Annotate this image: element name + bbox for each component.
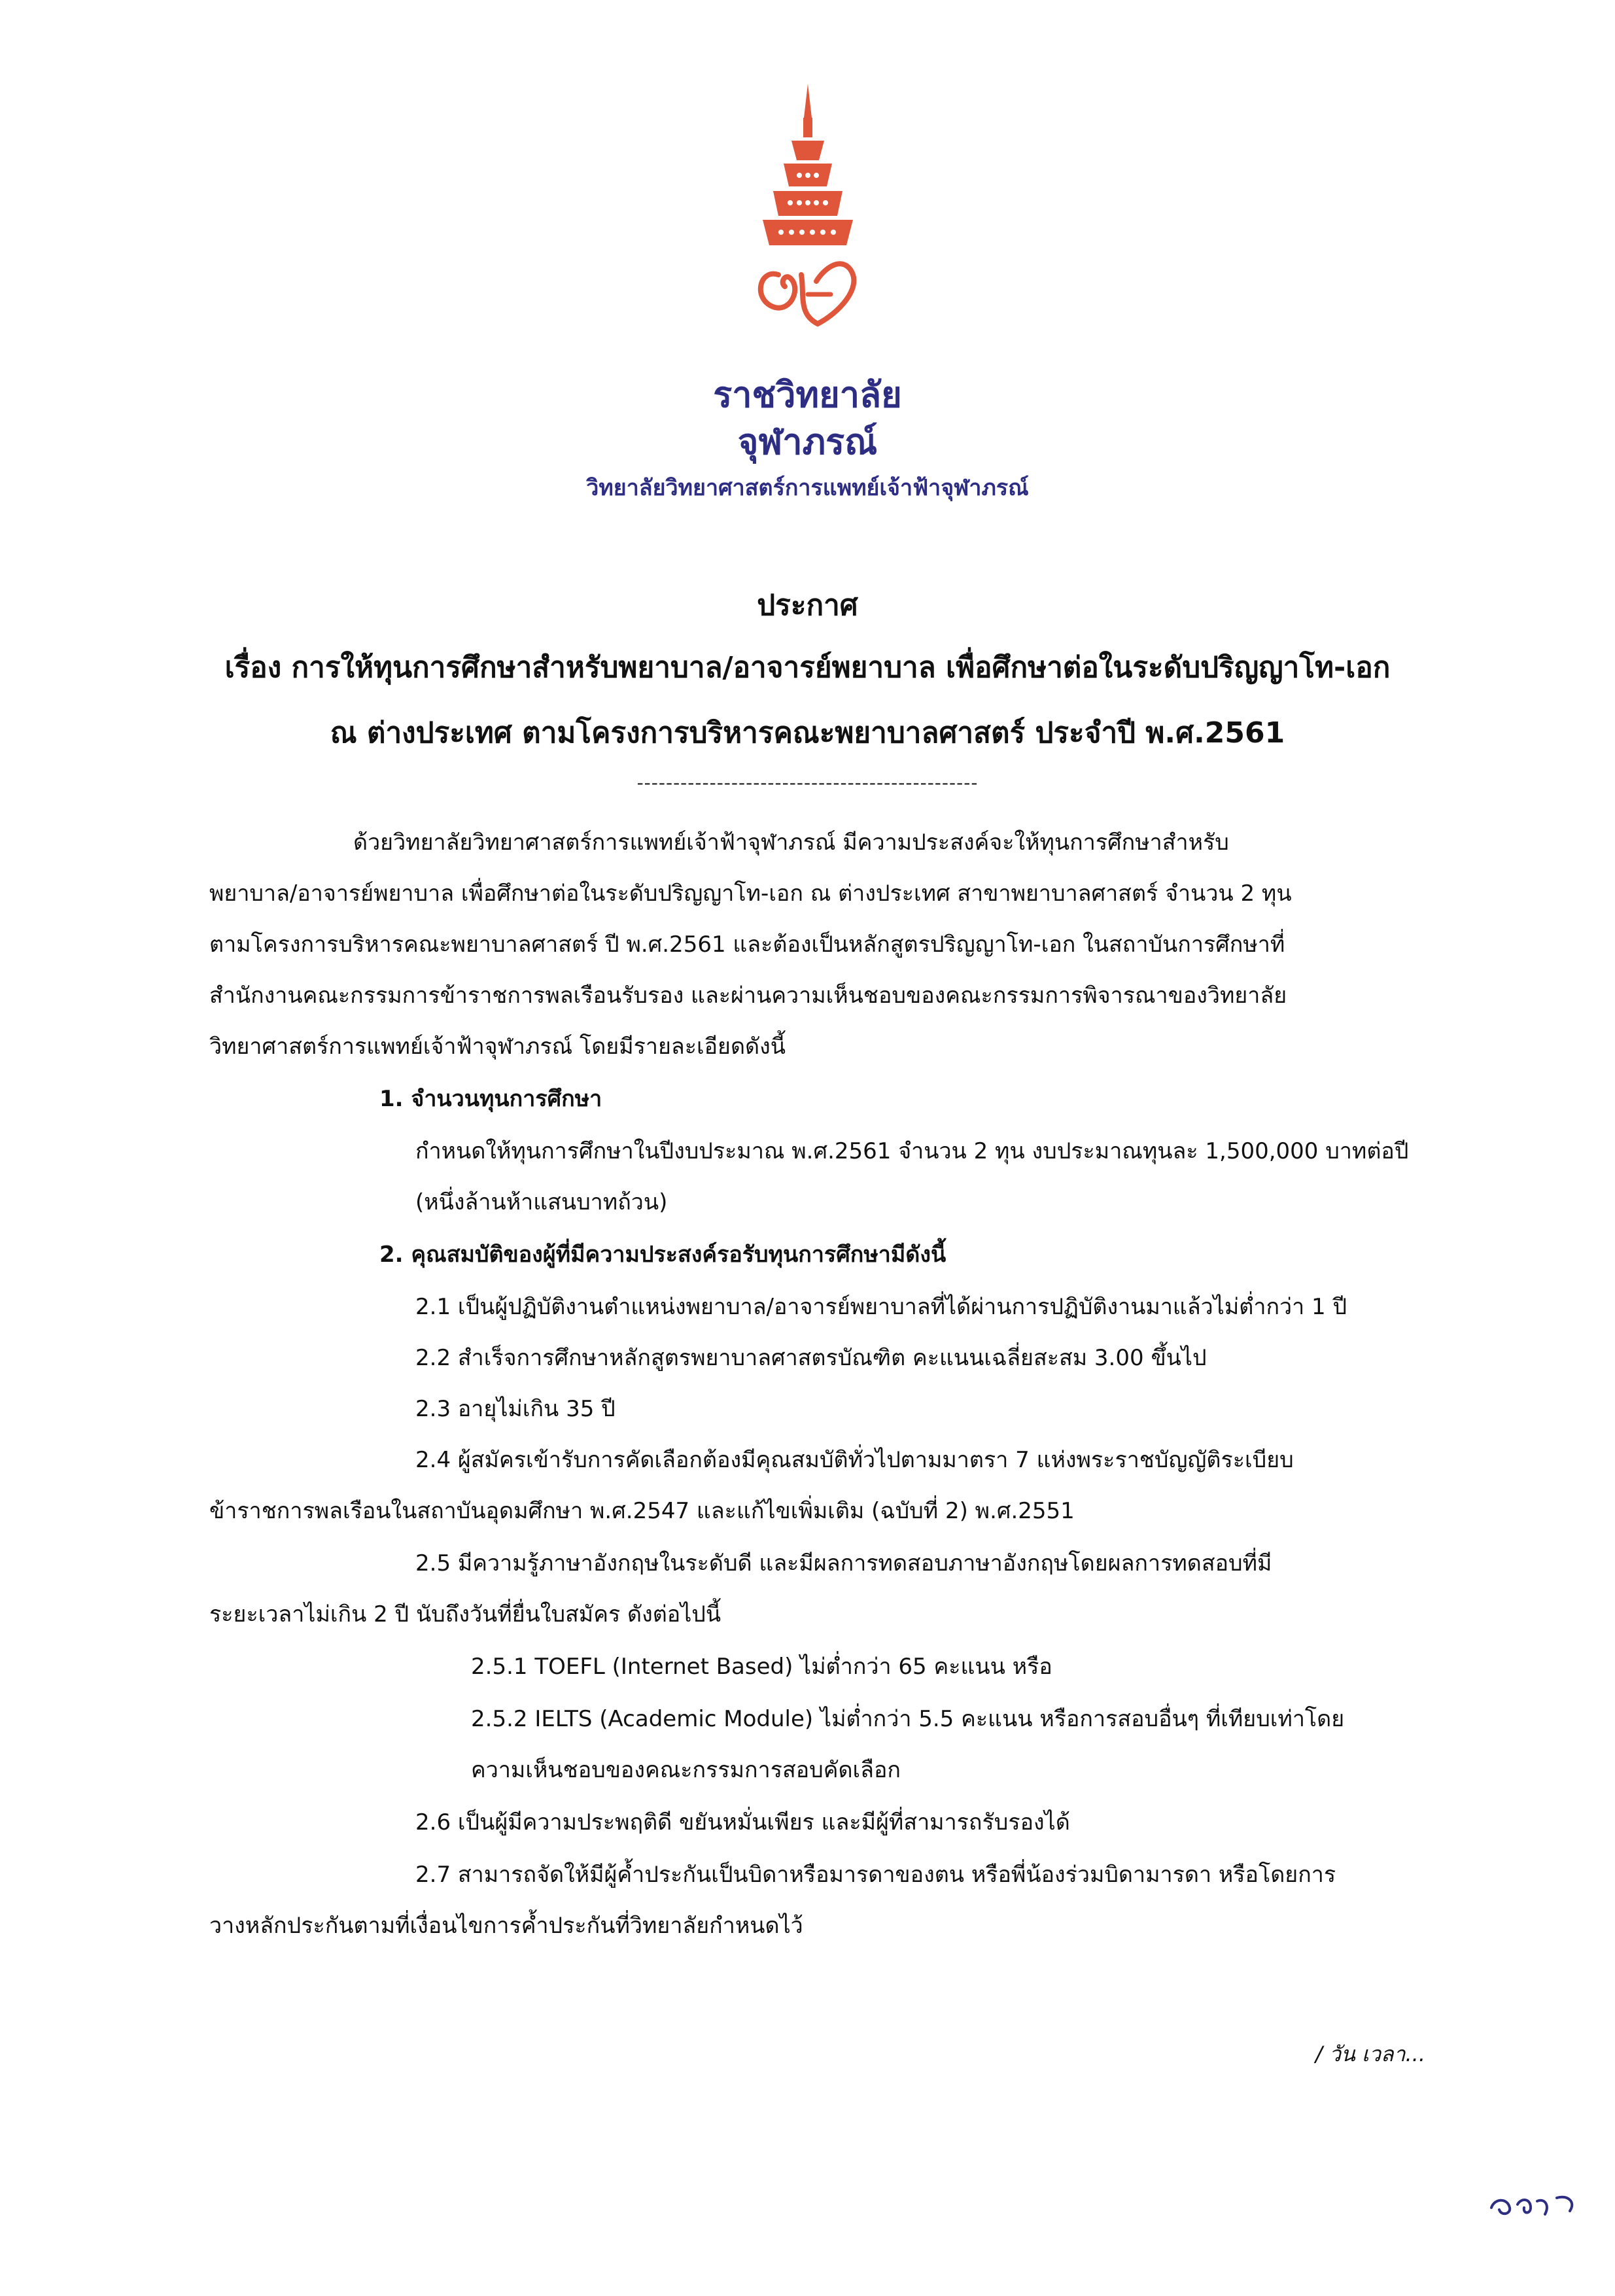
item-2-7-cont: วางหลักประกันตามที่เงื่อนไขการค้ำประกันที่วิทยาลัยกำหนดไว้ xyxy=(209,1913,803,1939)
item-2-5-1: 2.5.1 TOEFL (Internet Based) ไม่ต่ำกว่า 65 คะแนน หรือ xyxy=(471,1654,1052,1680)
item-2-5-cont: ระยะเวลาไม่เกิน 2 ปี นับถึงวันที่ยื่นใบสมัคร ดังต่อไปนี้ xyxy=(209,1601,721,1627)
item-2-5-2-cont: ความเห็นชอบของคณะกรรมการสอบคัดเลือก xyxy=(471,1757,901,1783)
brand-name-line2: จุฬาภรณ์ xyxy=(737,421,878,462)
section-2-heading: 2. คุณสมบัติของผู้ที่มีความประสงค์รอรับทุนการศึกษามีดังนี้ xyxy=(379,1242,946,1268)
item-2-4: 2.4 ผู้สมัครเข้ารับการคัดเลือกต้องมีคุณสมบัติทั่วไปตามมาตรา 7 แห่งพระราชบัญญัติระเบียบ xyxy=(415,1447,1294,1473)
item-2-5: 2.5 มีความรู้ภาษาอังกฤษในระดับดี และมีผลการทดสอบภาษาอังกฤษโดยผลการทดสอบที่มี xyxy=(415,1550,1272,1576)
item-2-7: 2.7 สามารถจัดให้มีผู้ค้ำประกันเป็นบิดาหรือมารดาของตน หรือพี่น้องร่วมบิดามารดา หรือโดยการ xyxy=(415,1862,1336,1888)
item-2-6: 2.6 เป็นผู้มีความประพฤติดี ขยันหมั่นเพียร และมีผู้ที่สามารถรับรองได้ xyxy=(415,1809,1070,1835)
intro-line: สำนักงานคณะกรรมการข้าราชการพลเรือนรับรอง และผ่านความเห็นชอบของคณะกรรมการพิจารณาของวิทยาลัย xyxy=(209,983,1287,1009)
subject-line-2: ณ ต่างประเทศ ตามโครงการบริหารคณะพยาบาลศาสตร์ ประจำปี พ.ศ.2561 xyxy=(330,716,1285,750)
item-2-3: 2.3 อายุไม่เกิน 35 ปี xyxy=(415,1396,616,1422)
item-2-2: 2.2 สำเร็จการศึกษาหลักสูตรพยาบาลศาสตรบัณฑิต คะแนนเฉลี่ยสะสม 3.00 ขึ้นไป xyxy=(415,1345,1207,1371)
section-1-heading: 1. จำนวนทุนการศึกษา xyxy=(379,1086,602,1112)
announcement-title: ประกาศ xyxy=(757,589,858,622)
intro-line: ด้วยวิทยาลัยวิทยาศาสตร์การแพทย์เจ้าฟ้าจุฬาภรณ์ มีความประสงค์จะให้ทุนการศึกษาสำหรับ xyxy=(353,829,1229,856)
handwritten-page-mark-icon xyxy=(1485,2178,1589,2224)
item-2-1: 2.1 เป็นผู้ปฏิบัติงานตำแหน่งพยาบาล/อาจารย์พยาบาลที่ได้ผ่านการปฏิบัติงานมาแล้วไม่ต่ำกว่า 1 ปี xyxy=(415,1294,1347,1320)
intro-line: วิทยาศาสตร์การแพทย์เจ้าฟ้าจุฬาภรณ์ โดยมีรายละเอียดดังนี้ xyxy=(209,1034,786,1060)
subject-line-1: เรื่อง การให้ทุนการศึกษาสำหรับพยาบาล/อาจารย์พยาบาล เพื่อศึกษาต่อในระดับปริญญาโท-เอก xyxy=(224,651,1391,684)
section-1-text: กำหนดให้ทุนการศึกษาในปีงบประมาณ พ.ศ.2561 จำนวน 2 ทุน งบประมาณทุนละ 1,500,000 บาทต่อปี xyxy=(415,1138,1409,1164)
continued-marker: / วัน เวลา... xyxy=(1315,2042,1425,2066)
section-1-text: (หนึ่งล้านห้าแสนบาทถ้วน) xyxy=(415,1189,668,1215)
divider: ----------------------------------------------- xyxy=(636,772,979,793)
college-name: วิทยาลัยวิทยาศาสตร์การแพทย์เจ้าฟ้าจุฬาภรณ์ xyxy=(586,475,1029,501)
college-emblem-icon xyxy=(739,78,877,353)
brand-name-line1: ราชวิทยาลัย xyxy=(713,374,902,415)
item-2-5-2: 2.5.2 IELTS (Academic Module) ไม่ต่ำกว่า 5.5 คะแนน หรือการสอบอื่นๆ ที่เทียบเท่าโดย xyxy=(471,1706,1345,1732)
item-2-4-cont: ข้าราชการพลเรือนในสถาบันอุดมศึกษา พ.ศ.2547 และแก้ไขเพิ่มเติม (ฉบับที่ 2) พ.ศ.2551 xyxy=(209,1498,1075,1524)
intro-line: พยาบาล/อาจารย์พยาบาล เพื่อศึกษาต่อในระดับปริญญาโท-เอก ณ ต่างประเทศ สาขาพยาบาลศาสตร์ จำนวน 2 ทุน xyxy=(209,880,1292,907)
intro-line: ตามโครงการบริหารคณะพยาบาลศาสตร์ ปี พ.ศ.2561 และต้องเป็นหลักสูตรปริญญาโท-เอก ในสถาบันการศึกษาที่ xyxy=(209,931,1285,958)
